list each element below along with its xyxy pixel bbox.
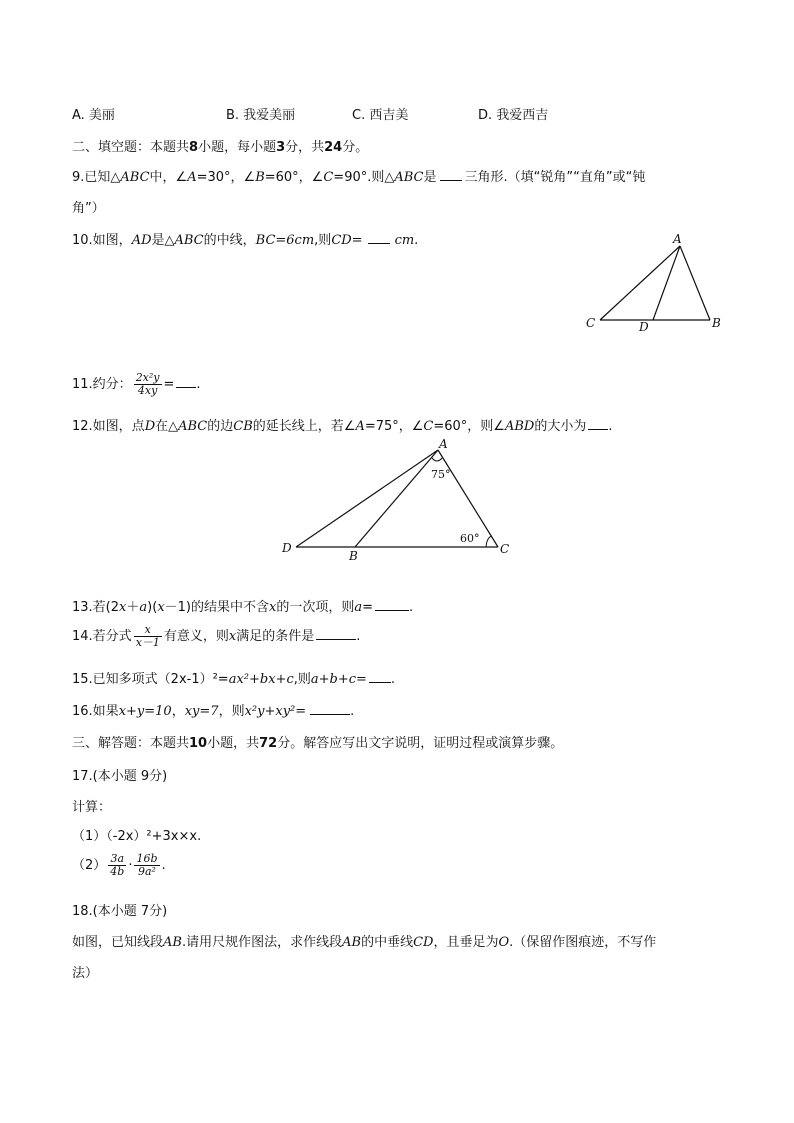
fraction: $\frac{\text{2x²y}}{4xy}$	[135, 371, 160, 397]
label-d: D	[639, 320, 649, 334]
triangle-figure-12	[276, 436, 526, 561]
question-10: 10.如图，AD是△ABC的中线，BC=6cm,则CD= cm.	[72, 233, 419, 248]
question-17-instruction: 计算：	[72, 800, 112, 815]
answer-blank[interactable]	[176, 375, 196, 388]
label-b: B	[712, 316, 721, 330]
question-18-cont: 法）	[72, 966, 99, 981]
option-a: A. 美丽	[72, 108, 115, 123]
fraction: $\frac{3a}{4b}$	[110, 852, 125, 878]
answer-blank[interactable]	[588, 417, 608, 430]
option-b: B. 我爱美丽	[226, 108, 296, 123]
question-17-part-2: （2） $\frac{3a}{4b}$ · $\frac{16b}{\text{9a²}}$ .	[72, 852, 166, 878]
angle-c-value: 60°	[460, 532, 480, 545]
fraction: $\frac{16b}{\text{9a²}}$	[136, 852, 158, 878]
answer-blank[interactable]	[369, 670, 391, 683]
label-c: C	[586, 316, 596, 330]
question-12: 12.如图，点D在△ABC的边CB的延长线上，若∠A=75°，∠C=60°，则∠ABD的大小为 .	[72, 419, 613, 434]
question-11: 11.约分： $\frac{\text{2x²y}}{4xy}$ = .	[72, 371, 201, 397]
section-2-heading: 二、填空题：本题共8小题，每小题3分，共24分。	[72, 140, 369, 155]
section-3-heading: 三、解答题：本题共10小题，共72分。解答应写出文字说明，证明过程或演算步骤。	[72, 736, 564, 751]
angle-a-value: 75°	[431, 468, 451, 481]
option-d: D. 我爱西吉	[478, 108, 549, 123]
question-18-heading: 18.(本小题 7分)	[72, 904, 168, 919]
segment-ad	[653, 246, 680, 320]
fraction: $\frac{x}{x-1}$	[135, 623, 160, 649]
question-9-cont: 角”）	[72, 201, 105, 216]
answer-blank[interactable]	[368, 231, 390, 244]
label-c: C	[500, 542, 510, 556]
option-c: C. 西吉美	[352, 108, 409, 123]
triangle-figure-10	[580, 228, 730, 338]
answer-blank[interactable]	[316, 627, 356, 640]
answer-blank[interactable]	[375, 598, 409, 611]
question-9: 9.已知△ABC中，∠A=30°，∠B=60°，∠C=90°.则△ABC是 三角形.（填“锐角”“直角”或“钝	[72, 170, 646, 185]
question-18: 如图，已知线段AB.请用尺规作图法，求作线段AB的中垂线CD，且垂足为O.（保留作图痕迹，不写作	[72, 935, 657, 950]
question-17-part-1: （1）（-2x）²+3x×x.	[72, 829, 202, 844]
angle-arc-c	[486, 536, 492, 547]
label-d: D	[282, 541, 292, 555]
label-a: A	[439, 437, 448, 451]
label-b: B	[349, 549, 358, 561]
question-17-heading: 17.(本小题 9分)	[72, 769, 168, 784]
question-13: 13.若(2x＋a)(x－1)的结果中不含x的一次项，则a= .	[72, 600, 414, 615]
angle-arc-a	[432, 458, 442, 461]
question-14: 14.若分式 $\frac{x}{x-1}$ 有意义，则x满足的条件是 .	[72, 623, 361, 649]
segment-ab	[680, 246, 710, 320]
question-15: 15.已知多项式（2x-1）²=ax²+bx+c,则a+b+c= .	[72, 672, 396, 687]
label-a: A	[673, 232, 682, 246]
answer-blank[interactable]	[310, 702, 350, 715]
answer-blank[interactable]	[440, 168, 462, 181]
question-16: 16.如果x+y=10，xy=7，则x²y+xy²= .	[72, 704, 355, 719]
segment-ca	[600, 246, 680, 320]
